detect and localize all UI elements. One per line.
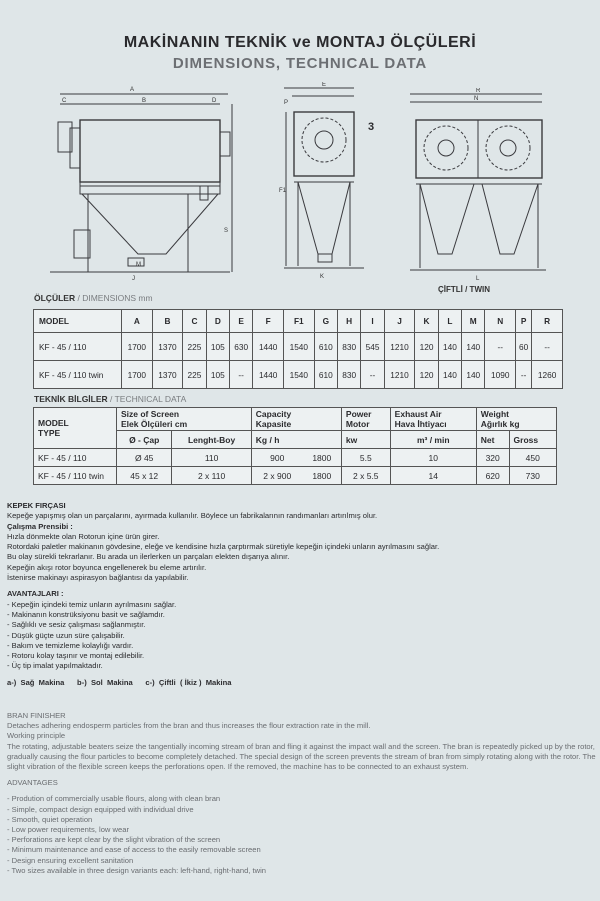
col-header: Power Motor	[341, 408, 390, 431]
dim-label-a: A	[130, 87, 135, 93]
dimensions-table	[33, 309, 563, 389]
description-tr: KEPEK FIRÇASI Kepeğe yapışmış olan un parçalarını, ayırmada kullanılır. Böylece un fabrikalarının randımanları artırılmış olur. Çalışma Prensibi : Hızla dönmekte olan Rotorun içine ürün girer. Rotordaki paletler makinanın gövdesine, eleğe ve kendisine hızla çarptırmak süretiyle kepeğin içindeki unların ayrılmasını sağlar. Bu olay sürekli tekrarlanır. Bu arada un ilerlerken un parçaları elekten dışarıya alınır. Kepeğin akışı rotor boyunca engellenerek bu eleme artırılır. İstenirse makinayı aspirasyon bağlantısı da yapılabilir. AVANTAJLARI : - Kepeğin içindeki temiz unların ayrılmasını sağlar. - Makinanın konstrüksiyonu basit ve sağlamdır. - Sağlıklı ve sesiz çalışması sağlanmıştır. - Düşük güçte uzun süre çalışabilir. - Bakım ve temizleme kolaylığı vardır. - Rotoru kolay taşınır ve montaj edilebilir. - Üç tip imalat yapılmaktadır. a-) Sağ Makina b-) Sol Makina c-) Çiftli ( İkiz ) Makina	[7, 501, 597, 688]
side-view-drawing	[40, 82, 240, 282]
list-item: - Rotoru kolay taşınır ve montaj edilebilir.	[7, 651, 145, 661]
col-header: Exhaust Air Hava İhtiyacı	[390, 408, 476, 431]
technical-heading: TEKNİK BİLGİLER / TECHNICAL DATA	[34, 394, 187, 404]
col-header: MODEL TYPE	[34, 408, 117, 449]
dim-label-c: C	[62, 98, 67, 104]
technical-table	[33, 407, 557, 485]
table-row: KF - 45 / 110 twin 45 x 12 2 x 110 2 x 900 1800 2 x 5.5 14 620 730	[34, 467, 557, 485]
dim-label-m: M	[136, 262, 141, 268]
list-item: - Design ensuring excellent sanitation	[7, 855, 134, 865]
list-item: - Smooth, quiet operation	[7, 814, 93, 824]
col-header: H	[338, 310, 361, 333]
dim-label-e: E	[322, 82, 327, 88]
list-item: - Prodution of commercially usable flours, along with clean bran	[7, 794, 221, 804]
col-header: A	[122, 310, 153, 333]
col-header: Capacity Kapasite	[251, 408, 341, 431]
table-row: KF - 45 / 110 Ø 45 110 900 1800 5.5 10 320 450	[34, 449, 557, 467]
page-title: MAKİNANIN TEKNİK ve MONTAJ ÖLÇÜLERİ	[123, 34, 477, 51]
col-header: P	[516, 310, 532, 333]
list-item: - Two sizes available in three design variants each: left-hand, right-hand, twin	[7, 865, 267, 875]
list-item: - Minimum maintenance and ease of access to the easily removable screen	[7, 845, 261, 855]
col-header: Size of Screen Elek Ölçüleri cm	[117, 408, 252, 431]
col-header: B	[152, 310, 183, 333]
dim-label-r: R	[476, 88, 481, 94]
dim-label-s: S	[224, 228, 229, 234]
col-header: Weight Ağırlık kg	[476, 408, 556, 431]
dim-label-b: B	[142, 98, 147, 104]
col-header: F1	[284, 310, 315, 333]
col-header: R	[532, 310, 563, 333]
list-item: - Düşük güçte uzun süre çalışabilir.	[7, 630, 125, 640]
description-en: BRAN FINISHER Detaches adhering endosperm particles from the bran and thus increases the flour extraction rate in the mill. Working principle The rotating, adjustable beaters seize the tangentially incoming stream of bran and fling it against the impact wall and the screen. The bran is repeatedly picked up by the rotor, gradually causing the flour particles to become completely detached. The special design of the screen prevents the stream of bran from simply rotating along with the rotor. The slight vibration of the flexible screen keeps the perforations open. If the removed, the machine has to be connected to an exhaust system. ADVANTAGES - Prodution of commercially usable flours, along with clean bran - Simple, compact design equipped with individual drive - Smooth, quiet operation - Low power requirements, low wear - Perforations are kept clear by the slight vibration of the screen - Minimum maintenance and ease of access to the easily removable screen - Design ensuring excellent sanitation - Two sizes available in three design variants each: left-hand, right-hand, twin	[7, 711, 596, 875]
col-header: F	[253, 310, 284, 333]
table-row: KF - 45 / 110 1700 1370 225 105 630 1440 1540 610 830 545 1210 120 140 140 -- 60 --	[34, 333, 563, 361]
dim-label-p: P	[284, 100, 289, 106]
dim-label-l: L	[476, 276, 480, 282]
table-subheader-row: Ø - Çap Lenght-Boy Kg / h kw m³ / min Net Gross	[34, 431, 557, 449]
col-header: L	[438, 310, 461, 333]
dim-label-k: K	[320, 274, 325, 280]
front-view-drawing	[278, 82, 373, 282]
page-subtitle: DIMENSIONS, TECHNICAL DATA	[172, 55, 428, 72]
list-item: - Low power requirements, low wear	[7, 825, 129, 835]
col-header: D	[206, 310, 229, 333]
col-header: K	[415, 310, 438, 333]
col-header: G	[314, 310, 337, 333]
list-item: - Üç tip imalat yapılmaktadır.	[7, 661, 103, 671]
col-header: N	[485, 310, 516, 333]
list-item: - Perforations are kept clear by the slight vibration of the screen	[7, 835, 221, 845]
col-header: I	[361, 310, 384, 333]
list-item: - Kepeğin içindeki temiz unların ayrılmasını sağlar.	[7, 599, 177, 609]
list-item: - Makinanın konstrüksiyonu basit ve sağlamdır.	[7, 609, 165, 619]
col-header: MODEL	[34, 310, 122, 333]
table-header-row	[34, 408, 557, 431]
list-item: - Bakım ve temizleme kolaylığı vardır.	[7, 640, 134, 650]
dim-label-d: D	[212, 98, 217, 104]
col-header: J	[384, 310, 415, 333]
col-header: M	[462, 310, 485, 333]
table-header-row	[34, 310, 563, 333]
list-item: - Simple, compact design equipped with individual drive	[7, 804, 194, 814]
twin-view-drawing	[406, 88, 556, 283]
list-item: - Sağlıklı ve sesiz çalışması sağlanmıştır.	[7, 620, 146, 630]
dim-label-j: J	[132, 276, 135, 282]
view-number: 3	[368, 121, 375, 133]
dim-label-f1: F1	[279, 188, 287, 194]
dim-label-n: N	[474, 96, 479, 102]
dimensions-heading: ÖLÇÜLER / DIMENSIONS mm	[34, 293, 153, 303]
col-header: E	[230, 310, 253, 333]
table-row: KF - 45 / 110 twin 1700 1370 225 105 -- 1440 1540 610 830 -- 1210 120 140 140 1090 -- 1260	[34, 361, 563, 389]
twin-label: ÇİFTLİ / TWIN	[438, 285, 490, 294]
col-header: C	[183, 310, 206, 333]
